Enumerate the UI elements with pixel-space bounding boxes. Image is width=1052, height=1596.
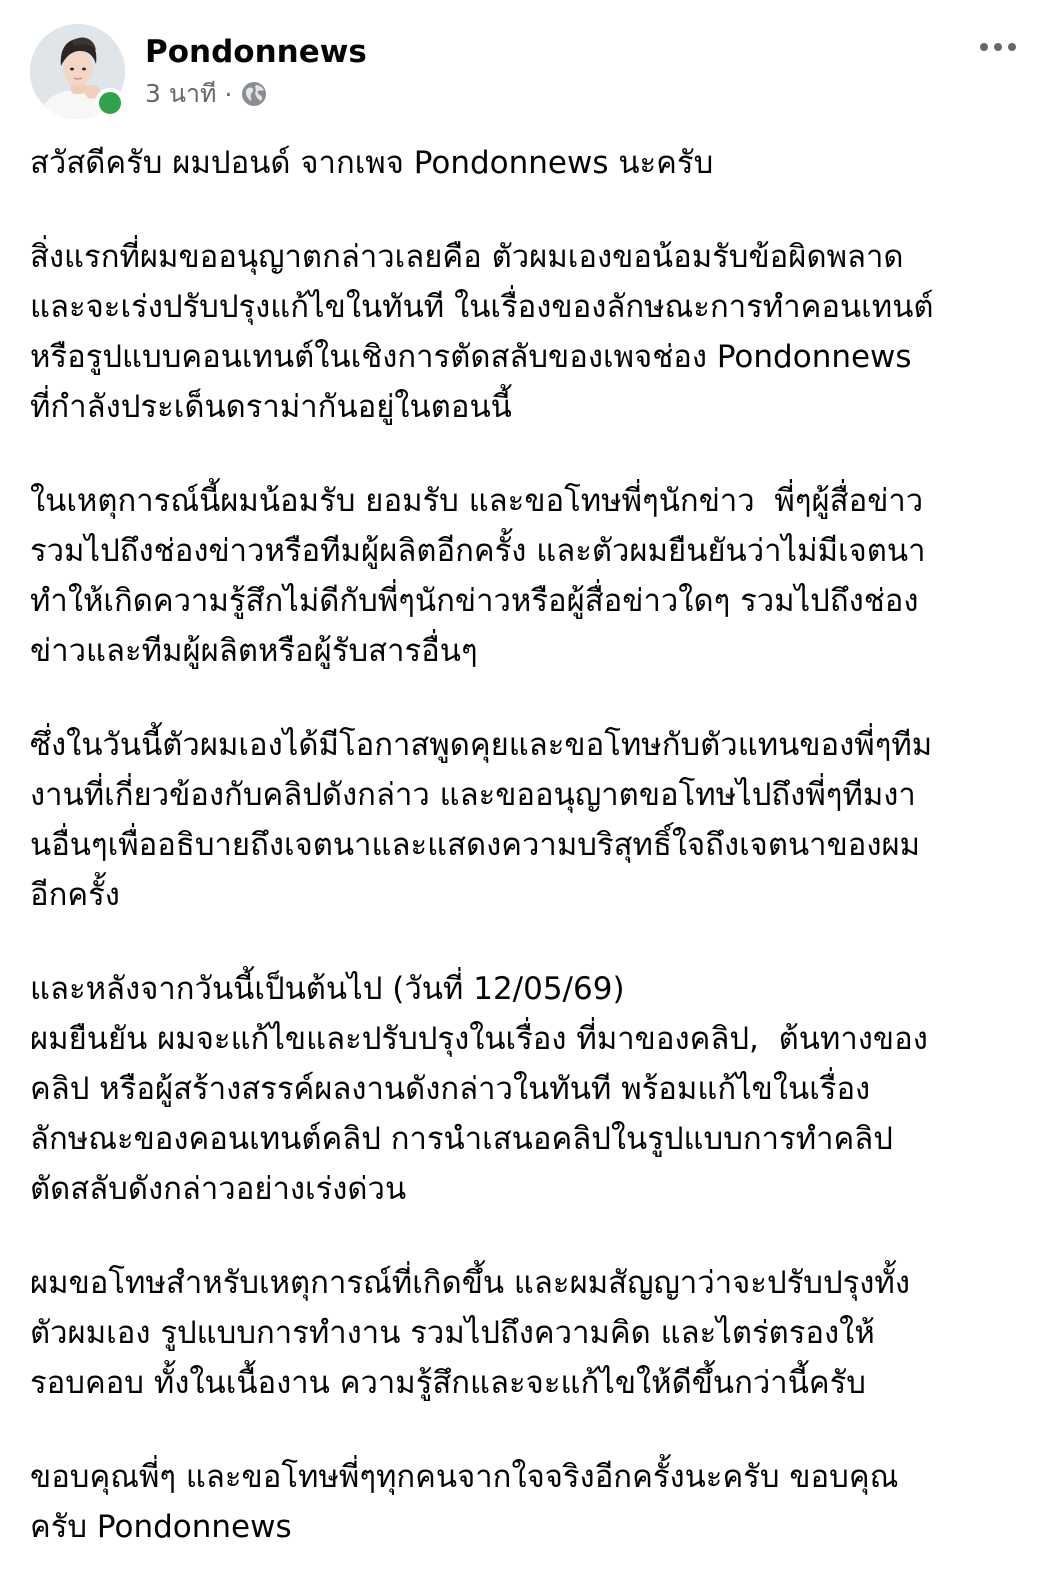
post-timestamp[interactable]: 3 นาที: [145, 79, 217, 108]
text-line: นอื่นๆเพื่ออธิบายถึงเจตนาและแสดงความบริสุทธิ์ใจถึงเจตนาของผม: [30, 827, 921, 863]
text-line: หรือรูปแบบคอนเทนต์ในเชิงการตัดสลับของเพจช่อง Pondonnews: [30, 339, 912, 375]
text-line: ตัวผมเอง รูปแบบการทำงาน รวมไปถึงความคิด และไตร่ตรองให้: [30, 1315, 875, 1351]
post-paragraph: [30, 232, 1030, 432]
post-paragraph: [30, 1258, 1030, 1408]
post-paragraph: [30, 1452, 1030, 1552]
more-options-icon-dot: [994, 43, 1002, 51]
text-line: ทำให้เกิดความรู้สึกไม่ดีกับพี่ๆนักข่าวหรือผู้สื่อข่าวใดๆ รวมไปถึงช่อง: [30, 583, 919, 619]
more-options-icon-dot: [1008, 43, 1016, 51]
text-line: ข่าวและทีมผู้ผลิตหรือผู้รับสารอื่นๆ: [30, 633, 478, 669]
more-options-icon: [980, 43, 988, 51]
post-paragraph: [30, 964, 1030, 1214]
post-meta: [145, 76, 268, 112]
text-line: และหลังจากวันนี้เป็นต้นไป (วันที่ 12/05/69): [30, 971, 625, 1007]
more-options-button[interactable]: [974, 30, 1022, 64]
author-name[interactable]: Pondonnews: [145, 34, 367, 70]
online-status-indicator: [95, 88, 125, 118]
text-line: ครับ Pondonnews: [30, 1509, 292, 1545]
text-line: ที่กำลังประเด็นดราม่ากันอยู่ในตอนนี้: [30, 389, 512, 425]
text-line: รวมไปถึงช่องข่าวหรือทีมผู้ผลิตอีกครั้ง และตัวผมยืนยันว่าไม่มีเจตนา: [30, 533, 926, 569]
text-line: ตัดสลับดังกล่าวอย่างเร่งด่วน: [30, 1171, 407, 1207]
text-line: และจะเร่งปรับปรุงแก้ไขในทันที ในเรื่องของลักษณะการทำคอนเทนต์: [30, 289, 934, 325]
text-line: รอบคอบ ทั้งในเนื้องาน ความรู้สึกและจะแก้ไขให้ดีขึ้นกว่านี้ครับ: [30, 1365, 866, 1401]
text-line: ในเหตุการณ์นี้ผมน้อมรับ ยอมรับ และขอโทษพี่ๆนักข่าว พี่ๆผู้สื่อข่าว: [30, 483, 924, 519]
text-line: ผมขอโทษสำหรับเหตุการณ์ที่เกิดขึ้น และผมสัญญาว่าจะปรับปรุงทั้ง: [30, 1265, 910, 1301]
post-paragraph: [30, 720, 1030, 920]
text-line: สิ่งแรกที่ผมขออนุญาตกล่าวเลยคือ ตัวผมเองขอน้อมรับข้อผิดพลาด: [30, 239, 904, 275]
meta-separator: ·: [224, 79, 233, 109]
post-paragraph: [30, 476, 1030, 676]
text-line: อีกครั้ง: [30, 877, 120, 913]
text-line: คลิป หรือผู้สร้างสรรค์ผลงานดังกล่าวในทันที พร้อมแก้ไขในเรื่อง: [30, 1071, 871, 1107]
post-text: [30, 138, 1030, 1596]
text-line: ขอบคุณพี่ๆ และขอโทษพี่ๆทุกคนจากใจจริงอีกครั้งนะครับ ขอบคุณ: [30, 1459, 899, 1495]
globe-icon: [240, 80, 268, 108]
text-line: ซึ่งในวันนี้ตัวผมเองได้มีโอกาสพูดคุยและขอโทษกับตัวแทนของพี่ๆทีม: [30, 727, 933, 763]
text-line: สวัสดีครับ ผมปอนด์ จากเพจ Pondonnews นะครับ: [30, 145, 714, 181]
text-line: งานที่เกี่ยวข้องกับคลิปดังกล่าว และขออนุญาตขอโทษไปถึงพี่ๆทีมงา: [30, 777, 916, 813]
text-line: ลักษณะของคอนเทนต์คลิป การนำเสนอคลิปในรูปแบบการทำคลิป: [30, 1121, 893, 1157]
text-line: ผมยืนยัน ผมจะแก้ไขและปรับปรุงในเรื่อง ที่มาของคลิป, ต้นทางของ: [30, 1021, 928, 1057]
post-paragraph: [30, 138, 1030, 188]
